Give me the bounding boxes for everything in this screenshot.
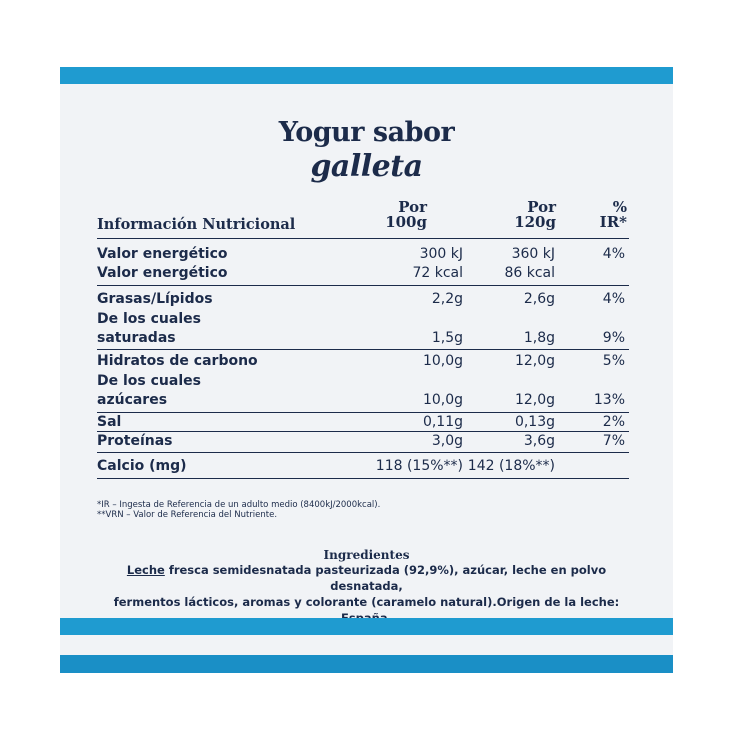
table-row <box>97 351 629 371</box>
value-per-100g: 3,0g <box>431 433 463 449</box>
value-ir: 2% <box>602 414 625 430</box>
value-per-100g: 10,0g <box>422 392 463 408</box>
ingredient-milk: Leche <box>126 563 165 577</box>
value-per-100g: 1,5g <box>431 330 463 346</box>
table-row <box>97 390 629 410</box>
value-per-100g: 10,0g <box>422 353 463 369</box>
divider <box>97 478 629 479</box>
table-header-per-100g <box>360 200 427 230</box>
footnote-ir: *IR – Ingesta de Referencia de un adulto medio (8400kJ/2000kcal). <box>97 500 381 510</box>
ingredients-text <box>100 562 633 626</box>
ingredients-line-1-rest: fresca semidesnatada pasteurizada (92,9%), azúcar, leche en polvo desnatada, <box>164 563 607 593</box>
footnote-vrn: **VRN – Valor de Referencia del Nutriente. <box>97 510 278 520</box>
value-per-120g: 0,13g <box>514 414 555 430</box>
value-per-120g: 3,6g <box>523 433 555 449</box>
table-row <box>97 328 629 348</box>
top-blue-stripe <box>60 67 673 84</box>
value-per-100g: 118 (15%**) <box>375 458 463 474</box>
ingredients-title: Ingredientes <box>323 548 410 562</box>
value-ir: 9% <box>602 330 625 346</box>
nutrient-name: azúcares <box>97 392 168 408</box>
table-row <box>97 263 629 283</box>
table-row <box>97 412 629 432</box>
table-header-ir <box>590 200 627 230</box>
table-row <box>97 371 629 391</box>
value-ir: 5% <box>602 353 625 369</box>
value-per-120g: 86 kcal <box>504 265 555 281</box>
middle-blue-stripe <box>60 618 673 635</box>
divider <box>97 238 629 239</box>
header-percent: % <box>612 198 627 216</box>
value-per-120g: 1,8g <box>523 330 555 346</box>
nutrient-name: De los cuales <box>97 311 201 327</box>
nutrient-name: Hidratos de carbono <box>97 353 258 369</box>
ingredients-line-2: fermentos lácticos, aromas y colorante (caramelo natural).Origen de la leche: <box>113 595 620 609</box>
value-ir: 4% <box>602 246 625 262</box>
nutrient-name: Valor energético <box>97 246 228 262</box>
nutrient-name: Calcio (mg) <box>97 458 187 474</box>
value-ir: 7% <box>602 433 625 449</box>
nutrient-name: Valor energético <box>97 265 228 281</box>
header-amount: 120g <box>514 213 556 231</box>
value-per-100g: 300 kJ <box>419 246 463 262</box>
value-per-100g: 0,11g <box>422 414 463 430</box>
value-per-120g: 2,6g <box>523 291 555 307</box>
nutrient-name: Grasas/Lípidos <box>97 291 213 307</box>
value-per-120g: 142 (18%**) <box>467 458 555 474</box>
value-per-120g: 360 kJ <box>511 246 555 262</box>
nutrient-name: De los cuales <box>97 373 201 389</box>
divider <box>97 349 629 350</box>
value-per-120g: 12,0g <box>514 392 555 408</box>
table-row <box>97 309 629 329</box>
table-row <box>97 431 629 451</box>
value-per-100g: 72 kcal <box>412 265 463 281</box>
header-per-label: Por <box>398 198 427 216</box>
value-ir: 4% <box>602 291 625 307</box>
table-header-info: Información Nutricional <box>97 216 296 233</box>
table-header-per-120g <box>480 200 556 230</box>
value-per-120g: 12,0g <box>514 353 555 369</box>
header-ir: IR* <box>599 213 627 231</box>
ingredients-line-1 <box>100 562 633 594</box>
value-per-100g: 2,2g <box>431 291 463 307</box>
nutrient-name: Proteínas <box>97 433 173 449</box>
divider <box>97 452 629 453</box>
table-row <box>97 289 629 309</box>
product-title: Yogur sabor <box>278 117 455 148</box>
value-ir: 13% <box>593 392 625 408</box>
header-per-label: Por <box>527 198 556 216</box>
divider <box>97 285 629 286</box>
nutrient-name: Sal <box>97 414 122 430</box>
product-flavor: galleta <box>310 149 423 184</box>
bottom-blue-stripe <box>60 655 673 673</box>
table-row <box>97 456 629 476</box>
header-amount: 100g <box>385 213 427 231</box>
table-row <box>97 244 629 264</box>
nutrition-label <box>60 67 673 673</box>
nutrient-name: saturadas <box>97 330 176 346</box>
